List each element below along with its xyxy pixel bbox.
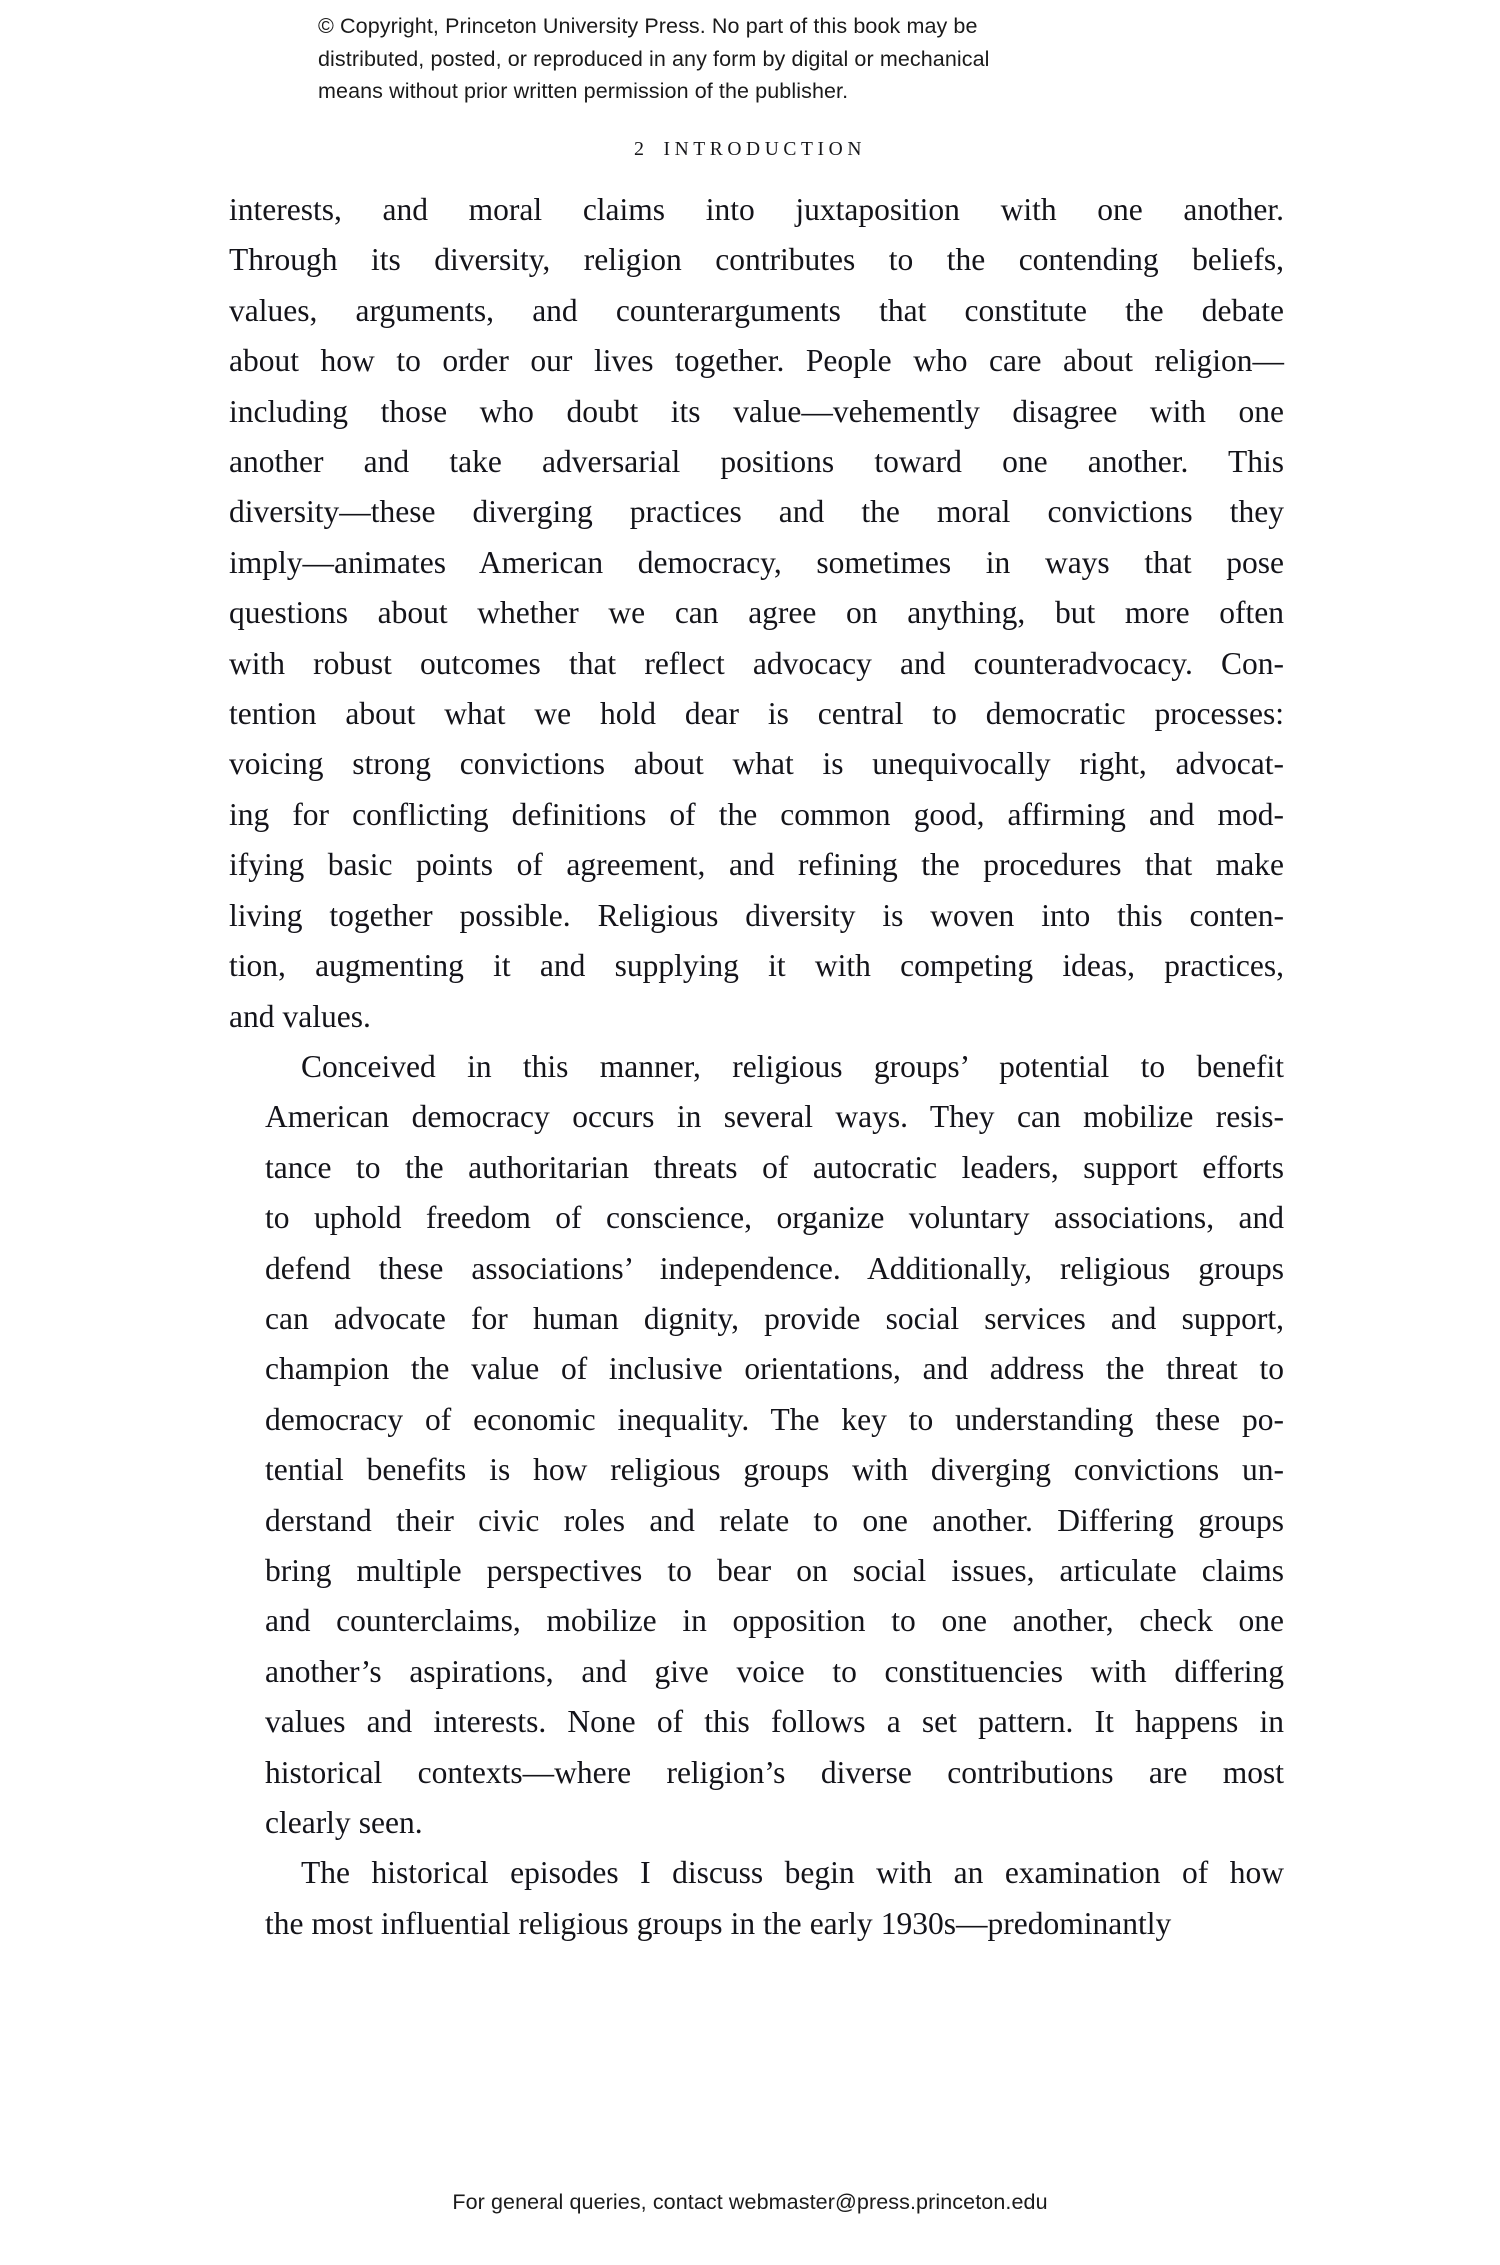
text-line: democracy of economic inequality. The key to understanding these po- bbox=[265, 1401, 1284, 1437]
text-line: and counterclaims, mobilize in opposition to one another, check one bbox=[265, 1603, 1284, 1639]
text-line: ifying basic points of agreement, and refining the procedures that make bbox=[229, 847, 1284, 883]
text-line: including those who doubt its value—vehemently disagree with one bbox=[229, 393, 1284, 429]
text-line: about how to order our lives together. People who care about religion— bbox=[229, 343, 1284, 379]
copyright-line-3: means without prior written permission of the publisher. bbox=[318, 79, 849, 103]
text-line: American democracy occurs in several ways. They can mobilize resis- bbox=[265, 1099, 1284, 1135]
text-line: diversity—these diverging practices and the moral convictions they bbox=[229, 494, 1284, 530]
text-line: voicing strong convictions about what is unequivocally right, advocat- bbox=[229, 746, 1284, 782]
text-line: imply—animates American democracy, sometimes in ways that pose bbox=[229, 544, 1284, 580]
body-text-column bbox=[229, 185, 1284, 1949]
text-line: clearly seen. bbox=[265, 1805, 423, 1840]
text-line: another and take adversarial positions toward one another. This bbox=[229, 444, 1284, 480]
text-line: defend these associations’ independence. Additionally, religious groups bbox=[265, 1250, 1284, 1286]
text-line: bring multiple perspectives to bear on social issues, articulate claims bbox=[265, 1552, 1284, 1588]
paragraph-3 bbox=[229, 1848, 1284, 1949]
text-line: the most influential religious groups in the early 1930s—predominantly bbox=[265, 1905, 1172, 1941]
text-line: Conceived in this manner, religious groups’ potential to benefit bbox=[301, 1048, 1284, 1084]
text-line: tential benefits is how religious groups with diverging convictions un- bbox=[265, 1452, 1284, 1488]
text-line: with robust outcomes that reflect advocacy and counteradvocacy. Con- bbox=[229, 645, 1284, 681]
text-line: can advocate for human dignity, provide social services and support, bbox=[265, 1300, 1284, 1336]
copyright-line-2: distributed, posted, or reproduced in any form by digital or mechanical bbox=[318, 46, 990, 71]
copyright-line-1: © Copyright, Princeton University Press. No part of this book may be bbox=[318, 14, 978, 38]
text-line: values and interests. None of this follows a set pattern. It happens in bbox=[265, 1704, 1284, 1740]
running-head bbox=[0, 138, 1500, 161]
text-line: The historical episodes I discuss begin with an examination of how bbox=[301, 1855, 1284, 1891]
text-line: questions about whether we can agree on anything, but more often bbox=[229, 595, 1284, 631]
text-line: Through its diversity, religion contributes to the contending beliefs, bbox=[229, 242, 1284, 278]
text-line: values, arguments, and counterarguments that constitute the debate bbox=[229, 292, 1284, 328]
text-line: to uphold freedom of conscience, organize voluntary associations, and bbox=[265, 1200, 1284, 1236]
text-line: derstand their civic roles and relate to one another. Differing groups bbox=[265, 1502, 1284, 1538]
text-line: tention about what we hold dear is central to democratic processes: bbox=[229, 696, 1284, 732]
text-line: living together possible. Religious diversity is woven into this conten- bbox=[229, 897, 1284, 933]
paragraph-2 bbox=[229, 1042, 1284, 1849]
text-line: interests, and moral claims into juxtaposition with one another. bbox=[229, 192, 1284, 227]
footer-query-note: For general queries, contact webmaster@press.princeton.edu bbox=[452, 2190, 1048, 2214]
copyright-notice bbox=[318, 10, 1158, 108]
text-line: another’s aspirations, and give voice to constituencies with differing bbox=[265, 1653, 1284, 1689]
chapter-title: INTRODUCTION bbox=[663, 139, 867, 160]
text-line: ing for conflicting definitions of the common good, affirming and mod- bbox=[229, 796, 1284, 832]
text-line: tance to the authoritarian threats of autocratic leaders, support efforts bbox=[265, 1149, 1284, 1185]
text-line: champion the value of inclusive orientations, and address the threat to bbox=[265, 1351, 1284, 1387]
text-line: historical contexts—where religion’s diverse contributions are most bbox=[265, 1754, 1284, 1790]
text-line: and values. bbox=[229, 998, 371, 1034]
paragraph-1 bbox=[229, 185, 1284, 1042]
page-number: 2 bbox=[633, 138, 646, 160]
text-line: tion, augmenting it and supplying it with competing ideas, practices, bbox=[229, 948, 1284, 984]
